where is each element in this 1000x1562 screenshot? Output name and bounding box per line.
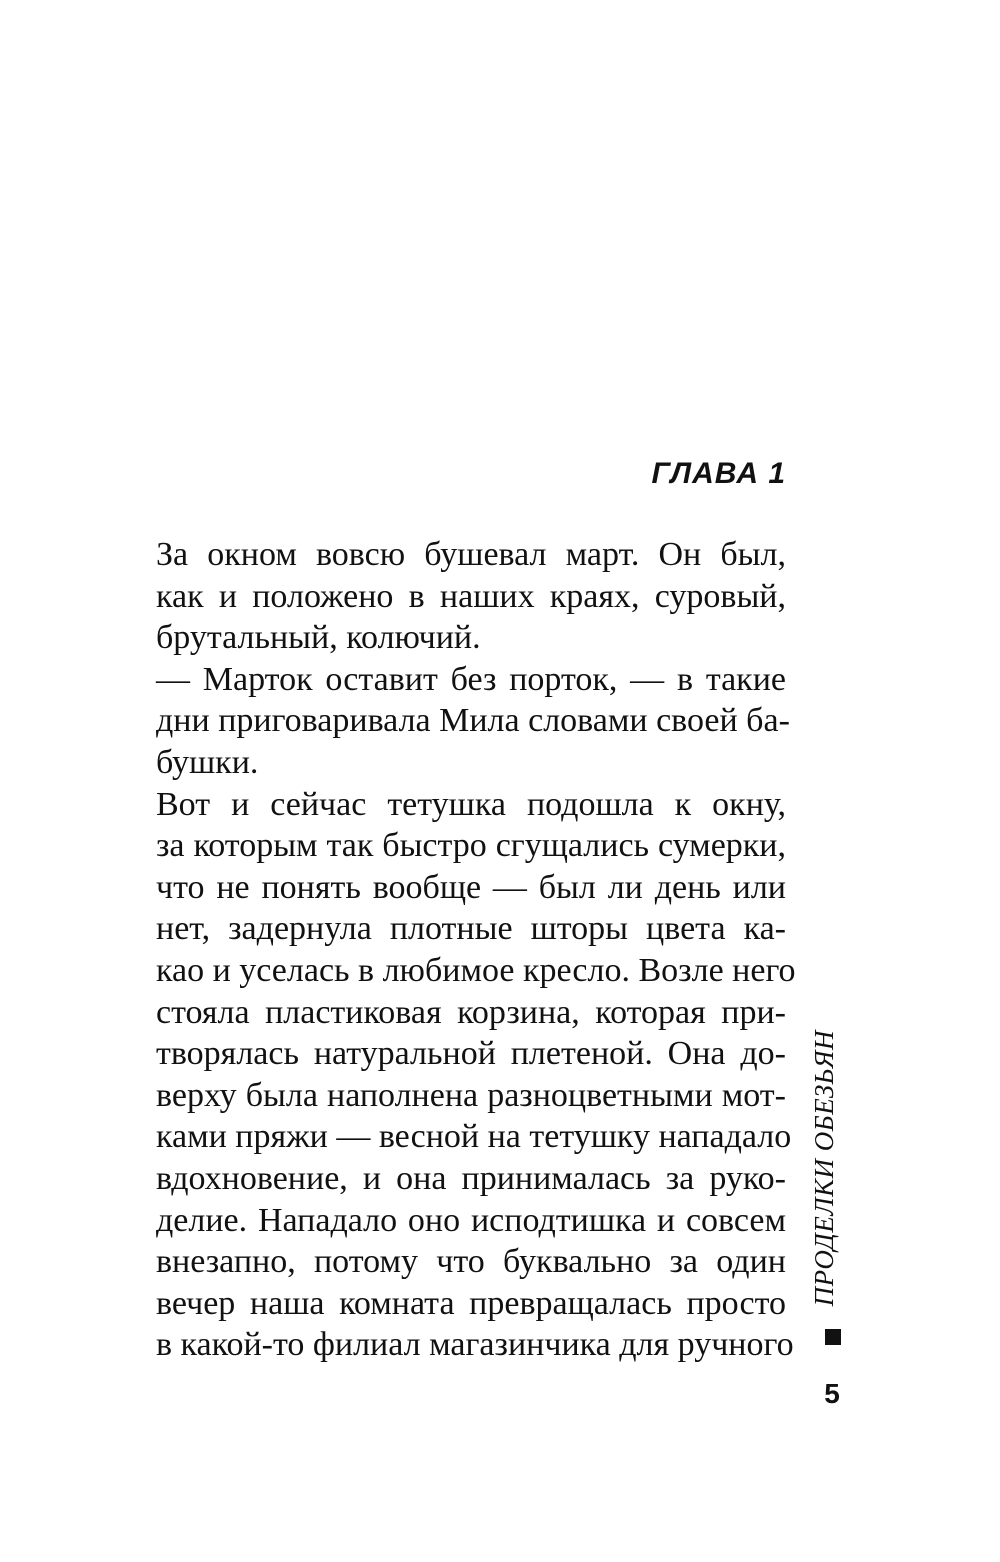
text-line: За окном вовсю бушевал март. Он был,	[156, 536, 786, 573]
running-title	[809, 1030, 869, 1330]
text-line: творялась натуральной плетеной. Она до-	[156, 1035, 786, 1073]
text-line: дни приговаривала Мила словами своей ба-	[156, 702, 790, 740]
text-line: Вот и сейчас тетушка подошла к окну,	[156, 785, 786, 823]
text-line: вечер наша комната превращалась просто	[156, 1284, 786, 1322]
text-line: брутальный, колючий.	[156, 619, 481, 657]
running-title-text: ПРОДЕЛКИ ОБЕЗЬЯН	[809, 1030, 839, 1307]
paragraph	[118, 659, 790, 784]
text-line: делие. Нападало оно исподтишка и совсем	[156, 1201, 786, 1239]
paragraph	[118, 784, 796, 1366]
text-line: в какой-то филиал магазинчика для ручного	[156, 1326, 794, 1364]
text-line: вдохновение, и она принималась за руко-	[156, 1159, 786, 1197]
square-marker-icon	[825, 1329, 841, 1345]
text-line: за которым так быстро сгущались сумерки,	[156, 827, 786, 865]
chapter-title: ГЛАВА 1	[651, 457, 786, 490]
text-line: бушки.	[156, 743, 259, 781]
body-text	[118, 534, 796, 1366]
text-line: что не понять вообще — был ли день или	[156, 868, 786, 906]
text-line: как и положено в наших краях, суровый,	[156, 577, 786, 615]
text-line: као и уселась в любимое кресло. Возле него	[156, 951, 796, 989]
text-line: стояла пластиковая корзина, которая при-	[156, 993, 786, 1031]
text-line: верху была наполнена разноцветными мот-	[156, 1076, 786, 1114]
text-line: — Марток оставит без порток, — в такие	[156, 660, 786, 698]
text-line: ками пряжи — весной на тетушку нападало	[156, 1118, 792, 1156]
page-number: 5	[824, 1378, 840, 1409]
text-line: нет, задернула плотные шторы цвета ка-	[156, 910, 786, 948]
paragraph	[118, 534, 786, 659]
text-line: внезапно, потому что буквально за один	[156, 1243, 786, 1281]
